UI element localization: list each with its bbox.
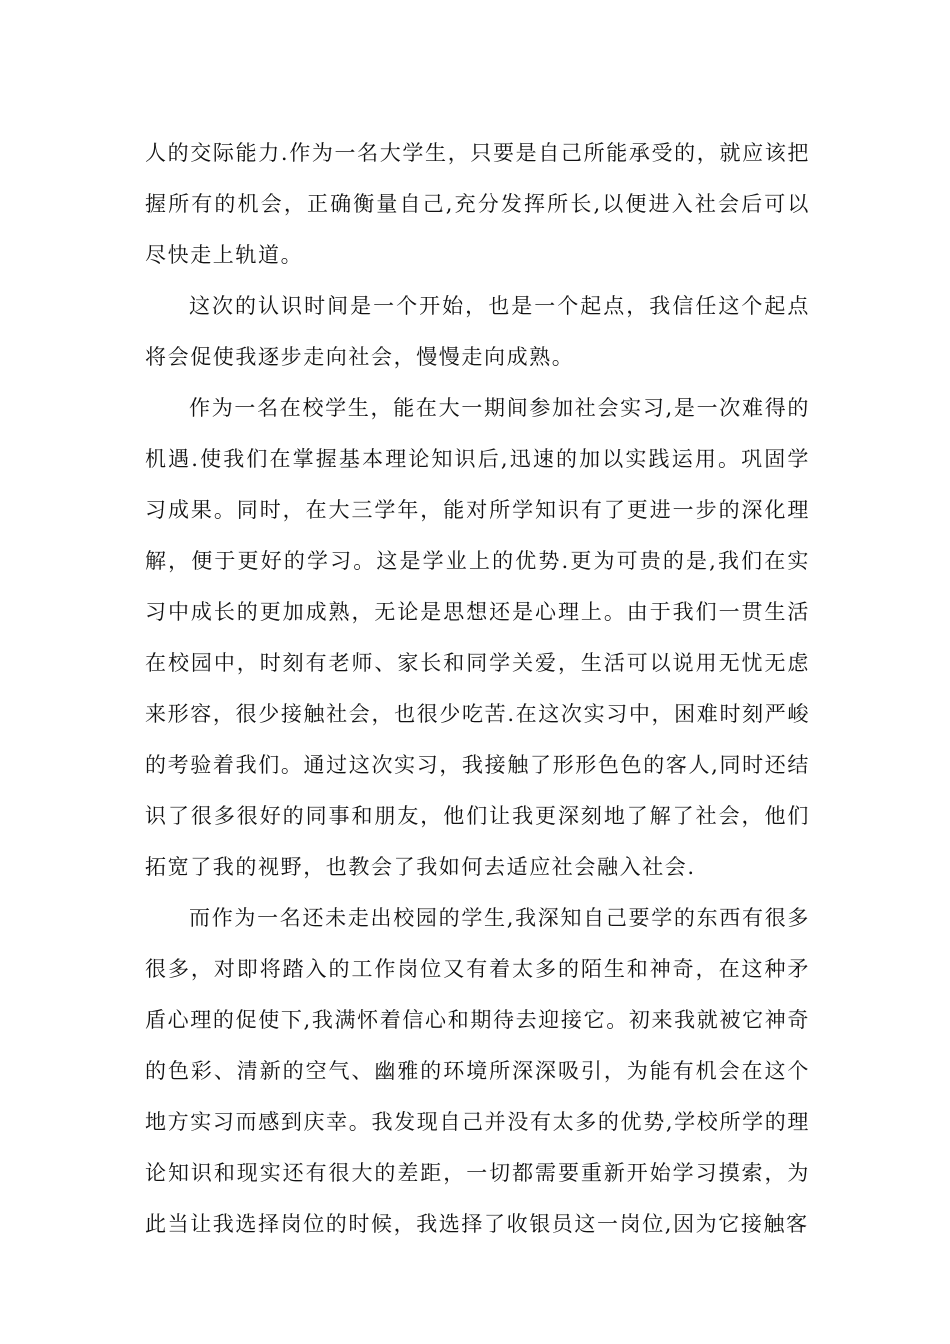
paragraph-4: 而作为一名还未走出校园的学生,我深知自己要学的东西有很多很多，对即将踏入的工作岗位又有着太多的陌生和神奇，在这种矛盾心理的促使下,我满怀着信心和期待去迎接它。初来我就被它神奇的色彩、清新的空气、幽雅的环境所深深吸引，为能有机会在这个地方实习而感到庆幸。我发现自己并没有太多的优势,学校所学的理论知识和现实还有很大的差距，一切都需要重新开始学习摸索，为此当让我选择岗位的时候，我选择了收银员这一岗位,因为它接触客 — [145, 906, 810, 1236]
paragraph-1: 人的交际能力.作为一名大学生，只要是自己所能承受的，就应该把握所有的机会，正确衡量自己,充分发挥所长,以便进入社会后可以尽快走上轨道。 — [145, 141, 810, 267]
paragraph-2: 这次的认识时间是一个开始，也是一个起点，我信任这个起点将会促使我逐步走向社会，慢慢走向成熟。 — [145, 294, 810, 369]
paragraph-3: 作为一名在校学生，能在大一期间参加社会实习,是一次难得的机遇.使我们在掌握基本理论知识后,迅速的加以实践运用。巩固学习成果。同时，在大三学年，能对所学知识有了更进一步的深化理解，便于更好的学习。这是学业上的优势.更为可贵的是,我们在实习中成长的更加成熟，无论是思想还是心理上。由于我们一贯生活在校园中，时刻有老师、家长和同学关爱，生活可以说用无忧无虑来形容，很少接触社会，也很少吃苦.在这次实习中，困难时刻严峻的考验着我们。通过这次实习，我接触了形形色色的客人,同时还结识了很多很好的同事和朋友，他们让我更深刻地了解了社会，他们拓宽了我的视野，也教会了我如何去适应社会融入社会. — [145, 396, 810, 879]
